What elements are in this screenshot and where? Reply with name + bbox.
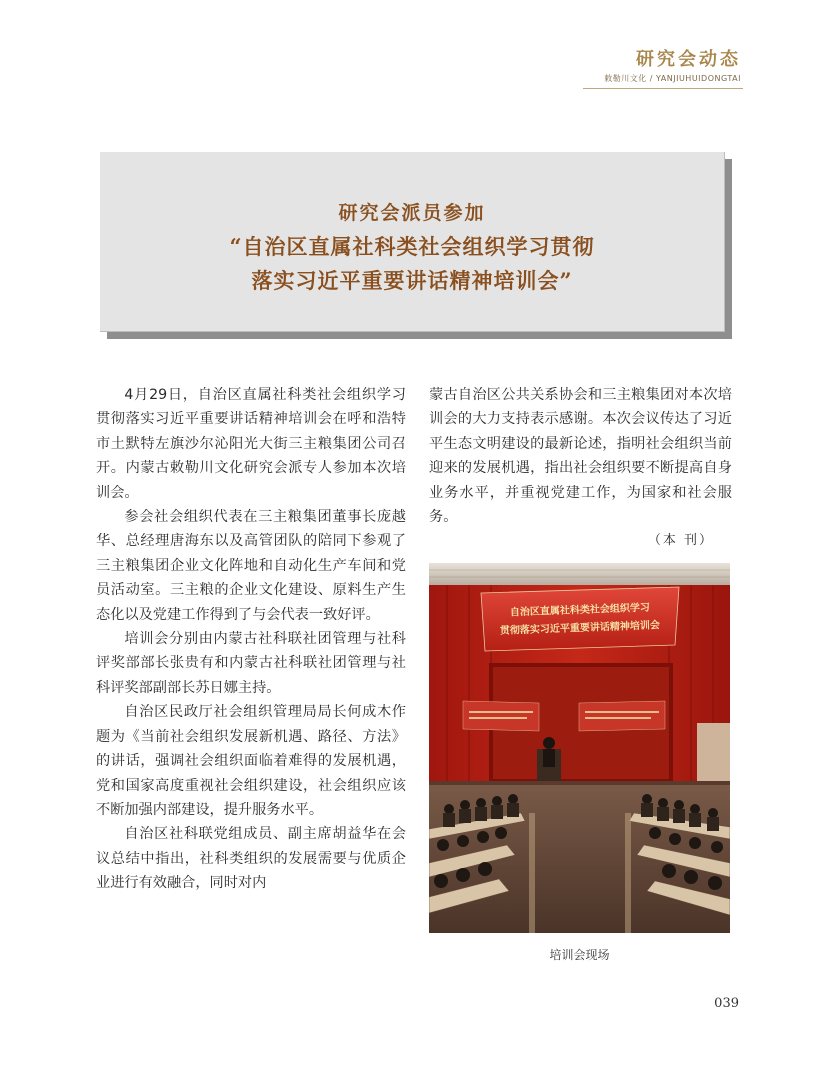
article-title-line-1: 研究会派员参加	[338, 202, 486, 224]
page-number: 039	[714, 996, 739, 1011]
section-title: 研究会动态	[636, 49, 741, 70]
section-subtitle: 敕勒川文化 / YANJIUHUIDONGTAI	[604, 74, 741, 83]
photo-banner-line-1: 自治区直属社科类社会组织学习	[509, 602, 651, 619]
photo-caption: 培训会现场	[549, 948, 610, 962]
header-rule	[583, 88, 743, 89]
paragraph: 参会社会组织代表在三主粮集团董事长庞越华、总经理唐海东以及高管团队的陪同下参观了三主粮集团企业文化阵地和自动化生产车间和党员活动室。三主粮的企业文化建设、原料生产生态化以及党建工作得到了与会代表一致好评。	[96, 509, 406, 623]
paragraph: 蒙古自治区公共关系协会和三主粮集团对本次培训会的大力支持表示感谢。本次会议传达了习近平生态文明建设的最新论述，指明社会组织当前迎来的发展机遇，指出社会组织要不断提高自身业务水平，并重视党建工作，为国家和社会服务。	[429, 387, 732, 526]
section-header	[604, 48, 741, 85]
article-title-line-3: 落实习近平重要讲话精神培训会”	[251, 268, 573, 293]
event-photo-illustration	[429, 563, 730, 933]
event-photo	[429, 563, 730, 933]
paragraph: 自治区社科联党组成员、副主席胡益华在会议总结中指出，社科类组织的发展需要与优质企业进行有效融合，同时对内	[96, 826, 406, 892]
paragraph: 自治区民政厅社会组织管理局局长何成木作题为《当前社会组织发展新机遇、路径、方法》的讲话，强调社会组织面临着难得的发展机遇，党和国家高度重视社会组织建设，社会组织应该不断加强内部建设，提升服务水平。	[96, 704, 406, 818]
signature: （本 刊）	[647, 533, 714, 549]
paragraph: 培训会分别由内蒙古社科联社团管理与社科评奖部部长张贵有和内蒙古社科联社团管理与社科评奖部副部长苏日娜主持。	[96, 631, 406, 696]
article-right-column	[429, 383, 732, 553]
article-title-line-2: “自治区直属社科类社会组织学习贯彻	[229, 234, 595, 259]
photo-banner-line-2: 贯彻落实习近平重要讲话精神培训会	[499, 620, 661, 637]
paragraph: 4月29日，自治区直属社科类社会组织学习贯彻落实习近平重要讲话精神培训会在呼和浩特市土默特左旗沙尔沁阳光大街三主粮集团公司召开。内蒙古敕勒川文化研究会派专人参加本次培训会。	[96, 387, 406, 501]
article-left-column	[96, 383, 406, 896]
article-title-box	[100, 152, 725, 332]
